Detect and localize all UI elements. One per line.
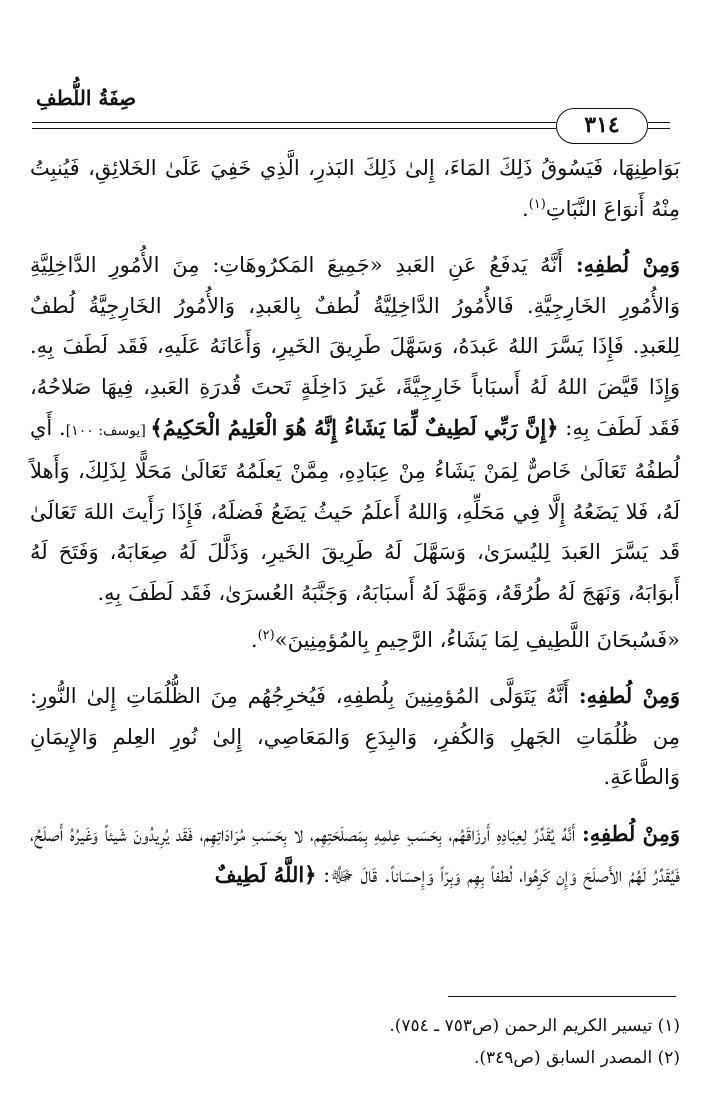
paragraph-text: . [250,627,258,652]
paragraph [30,620,680,661]
header-rule [32,128,556,129]
footnotes [30,1010,680,1074]
paragraph-text: أَنَّهُ يُقَدِّرُ لِعِبَادِهِ أَرزَاقَهُم، بِحَسَبِ عِلمِهِ بِمَصلَحَتِهِم، لا بِحَسَبِ مُرَادَاتِهِم، فَقَد يُرِيدُونَ شَيئاً وَغَيرُهُ أَصلَحُ، فَيُقَدِّرُ لَهُمُ الأَصلَحَ وَإِن كَرِهُوا، لُطفاً بِهِم وَبِرّاً وَإِحسَاناً. قَالَ ﷻ: [30,821,680,887]
paragraph [30,814,680,895]
paragraph-text: «فَسُبحَانَ اللَّطِيفِ لِمَا يَشَاءُ، الرَّحِيمِ بِالمُؤمِنِينَ» [274,627,680,652]
paragraph-lead: وَمِنْ لُطفِهِ: [575,252,680,278]
paragraph-text: . [522,196,529,221]
paragraph-text: بَوَاطِنِهَا، فَيَسُوقُ ذَلِكَ المَاءَ، إِلىٰ ذَلِكَ البَذرِ، الَّذِي خَفِيَ عَلَىٰ الخَلائِقِ، فَيُنبِتُ مِنْهُ أَنوَاعَ النَّبَاتِ [30,156,680,221]
footnote-1: (١) تيسير الكريم الرحمن (ص٧٥٣ ـ ٧٥٤). [389,1016,680,1036]
paragraph [30,148,680,229]
page-number: ٣١٤ [556,108,648,144]
header-rule [648,122,670,123]
paragraph [30,676,680,798]
paragraph-text: أَنَّهُ يَتَوَلَّى المُؤمِنِينَ بِلُطفِهِ، فَيُخرِجُهُم مِنَ الظُّلُمَاتِ إِلىٰ النُّورِ: مِن ظُلُمَاتِ الجَهلِ وَالكُفرِ، وَالبِدَعِ وَالمَعَاصِي، إِلىٰ نُورِ العِلمِ وَالإِيمَانِ وَالطَّاعَةِ. [30,684,680,790]
quran-quote: ﴿إِنَّ رَبِّي لَطِيفٌ لِّمَا يَشَاءُ إِنَّهُ هُوَ الْعَلِيمُ الْحَكِيمُ﴾ [150,414,559,440]
quran-quote: ﴿اللَّهُ لَطِيفٌ [214,861,317,887]
header-rule [32,122,556,123]
paragraph-text: . أَي لُطفُهُ تَعَالَىٰ خَاصٌّ لِمَنْ يَشَاءُ مِنْ عِبَادِهِ، مِمَّنْ يَعلَمُهُ تَعَالَىٰ مَحَلًّا لِذَلِكَ، وَأَهلاً لَهُ، فَلا يَضَعُهُ إِلَّا فِي مَحَلِّهِ، وَاللهُ أَعلَمُ حَيثُ يَضَعُ فَضلَهُ، فَإِذَا رَأَيتَ اللهَ تَعَالَىٰ قَد يَسَّرَ العَبدَ لِليُسرَىٰ، وَسَهَّلَ لَهُ طَرِيقَ الخَيرِ، وَذَلَّلَ لَهُ صِعَابَهُ، وَفَتَحَ لَهُ أَبوَابَهُ، وَنَهَجَ لَهُ طُرُقَهُ، وَمَهَّدَ لَهُ أَسبَابَهُ، وَجَنَّبَهُ العُسرَىٰ، فَقَد لَطَفَ بِهِ. [30,415,680,605]
body-text [30,148,680,895]
footnote-marker: (٢) [257,627,275,643]
paragraph-text: أَنَّهُ يَدفَعُ عَنِ العَبدِ «جَمِيعَ المَكرُوهَاتِ: مِنَ الأُمُورِ الدَّاخِلِيَّةِ وَالأُمُورِ الخَارِجِيَّةِ. فَالأُمُورُ الدَّاخِلِيَّةُ لُطفٌ بِالعَبدِ، وَالأُمُورُ الخَارِجِيَّةُ لُطفٌ لِلعَبدِ. فَإِذَا يَسَّرَ اللهُ عَبدَهُ، وَسَهَّلَ طَرِيقَ الخَيرِ، وَأَعَانَهُ عَلَيهِ، فَقَد لَطَفَ بِهِ. وَإِذَا قَيَّضَ اللهُ لَهُ أَسبَاباً خَارِجِيَّةً، غَيرَ دَاخِلَةٍ تَحتَ قُدرَةِ العَبدِ، فِيهَا صَلاحُهُ، فَقَد لَطَفَ بِهِ: [30,253,680,440]
paragraph [30,245,680,613]
running-header-title: صِفَةُ اللُّطفِ [36,86,137,110]
footnote-rule [448,996,676,997]
header-rule [648,128,670,129]
paragraph-lead: وَمِنْ لُطفِهِ: [581,820,680,846]
paragraph-lead: وَمِنْ لُطفِهِ: [578,683,680,709]
verse-reference: [يوسف: ١٠٠] [65,422,151,439]
footnote-2: (٢) المصدر السابق (ص٣٤٩). [473,1048,680,1068]
footnote-marker: (١) [528,196,546,212]
